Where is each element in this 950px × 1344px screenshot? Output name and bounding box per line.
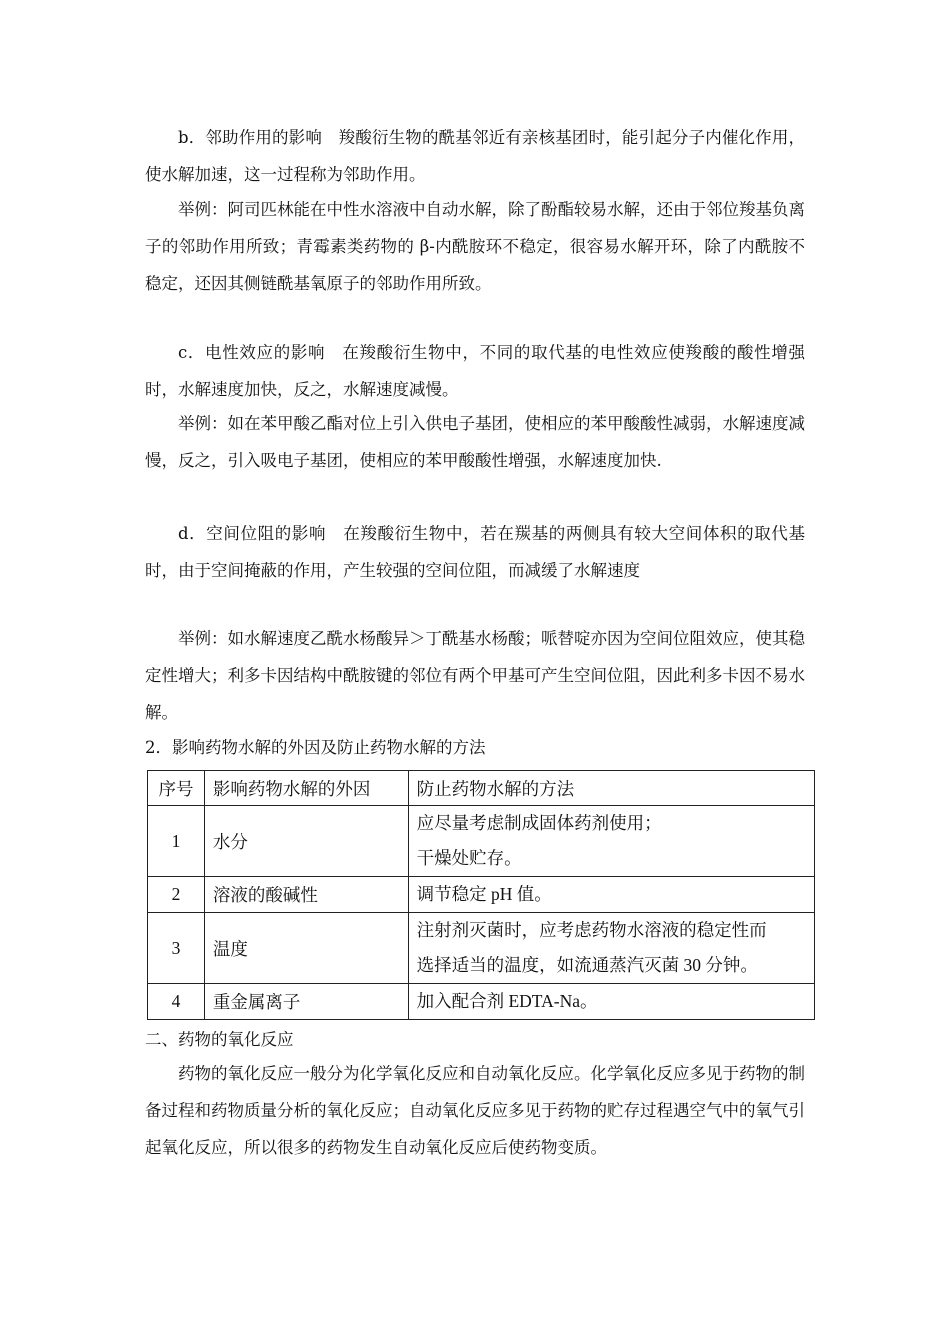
table-row <box>148 913 815 984</box>
row-method <box>408 877 814 913</box>
method-line: 干燥处贮存。 <box>416 848 522 868</box>
table-row <box>148 806 815 877</box>
header-factor: 影响药物水解的外因 <box>204 771 408 806</box>
method-line: 调节稳定 pH 值。 <box>416 884 552 904</box>
method-line: 注射剂灭菌时，应考虑药物水溶液的稳定性而 <box>416 920 767 940</box>
paragraph-oxidation: 药物的氧化反应一般分为化学氧化反应和自动氧化反应。化学氧化反应多见于药物的制备过程和药物质量分析的氧化反应；自动氧化反应多见于药物的贮存过程遇空气中的氧气引起氧化反应，所以很多的药物发生自动氧化反应后使药物变质。 <box>145 1064 805 1157</box>
method-line: 加入配合剂 EDTA-Na。 <box>416 991 598 1011</box>
paragraph-electronic-example: 举例：如在苯甲酸乙酯对位上引入供电子基团，使相应的苯甲酸酸性减弱，水解速度减慢，反之，引入吸电子基团，使相应的苯甲酸酸性增强，水解速度加快. <box>145 414 805 470</box>
header-method: 防止药物水解的方法 <box>408 771 814 806</box>
paragraph-neighboring-example: 举例：阿司匹林能在中性水溶液中自动水解，除了酚酯较易水解，还由于邻位羧基负离子的邻助作用所致；青霉素类药物的 β-内酰胺环不稳定，很容易水解开环，除了内酰胺不稳定，还因其侧链酰基氧原子的邻助作用所致。 <box>145 200 805 293</box>
table-row <box>148 877 815 913</box>
row-number: 1 <box>148 806 205 877</box>
row-number: 2 <box>148 877 205 913</box>
row-method <box>408 984 814 1020</box>
method-line: 应尽量考虑制成固体药剂使用； <box>416 813 662 833</box>
row-factor: 溶液的酸碱性 <box>204 877 408 913</box>
paragraph-neighboring-effect: b．邻助作用的影响 羧酸衍生物的酰基邻近有亲核基团时，能引起分子内催化作用，使水解加速，这一过程称为邻助作用。 <box>145 128 805 184</box>
paragraph-steric-example: 举例：如水解速度乙酰水杨酸异＞丁酰基水杨酸；哌替啶亦因为空间位阻效应，使其稳定性增大；利多卡因结构中酰胺键的邻位有两个甲基可产生空间位阻，因此利多卡因不易水解。 <box>145 629 805 722</box>
paragraph-electronic-effect: c．电性效应的影响 在羧酸衍生物中，不同的取代基的电性效应使羧酸的酸性增强时，水解速度加快，反之，水解速度减慢。 <box>145 343 805 399</box>
method-line: 选择适当的温度，如流通蒸汽灭菌 30 分钟。 <box>416 955 758 975</box>
section-heading-oxidation: 二、药物的氧化反应 <box>145 1030 294 1049</box>
table-row <box>148 984 815 1020</box>
row-number: 4 <box>148 984 205 1020</box>
paragraph-steric-effect: d．空间位阻的影响 在羧酸衍生物中，若在羰基的两侧具有较大空间体积的取代基时，由于空间掩蔽的作用，产生较强的空间位阻，而减缓了水解速度 <box>145 524 805 580</box>
row-factor: 温度 <box>204 913 408 984</box>
row-method <box>408 806 814 877</box>
row-number: 3 <box>148 913 205 984</box>
hydrolysis-factors-table <box>147 770 815 1020</box>
header-number: 序号 <box>148 771 205 806</box>
row-factor: 重金属离子 <box>204 984 408 1020</box>
row-factor: 水分 <box>204 806 408 877</box>
table-header-row <box>148 771 815 806</box>
row-method <box>408 913 814 984</box>
section-heading-external-factors: 2．影响药物水解的外因及防止药物水解的方法 <box>145 738 486 757</box>
